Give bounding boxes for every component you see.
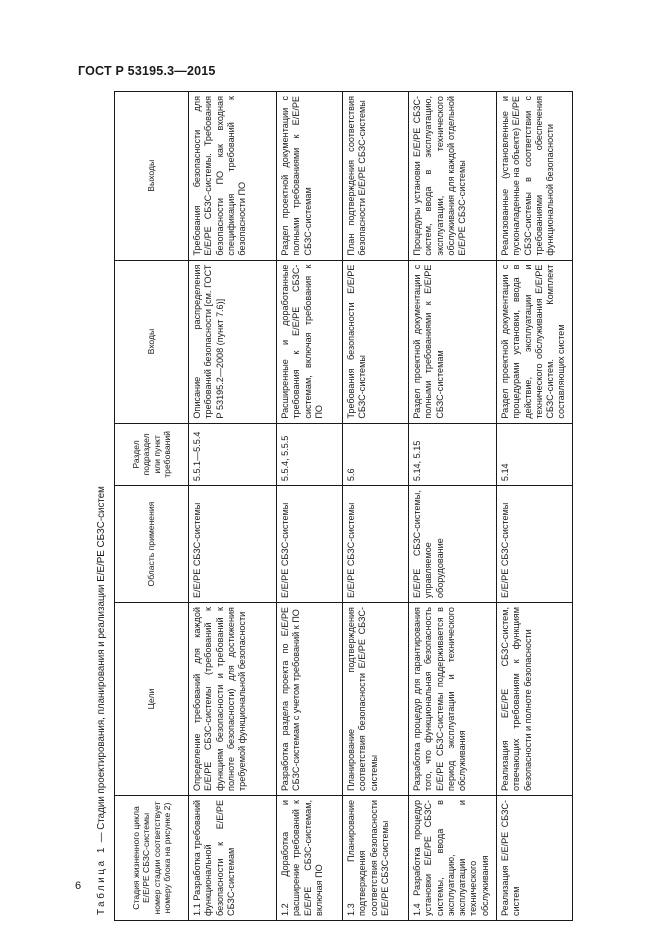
cell-clause: 5.14 [497,423,573,486]
cell-outputs: Раздел проектной документации с полными требованиями к E/E/PE СБЗС-системам [277,92,343,261]
cell-clause: 5.5.4, 5.5.5 [277,423,343,486]
column-header-scope: Область применения [115,486,189,603]
column-header-inputs: Входы [115,260,189,423]
cell-outputs: План подтверждения соответствия безопасности E/E/PE СБЗС-системы [343,92,409,261]
page-number: 6 [75,880,82,892]
cell-stage: 1.2 Доработка и расширение требований к E/E/PE СБЗС-системам, включая ПО [277,795,343,920]
cell-clause: 5.5.1—5.5.4 [189,423,277,486]
cell-clause: 5.14, 5.15 [409,423,497,486]
column-header-outputs: Выходы [115,92,189,261]
cell-stage: 1.3 Планирование подтверждения соответствия безопасности E/E/PE СБЗС-системы [343,795,409,920]
table-caption-text: — Стадии проектирования, планирования и реализации E/E/PE СБЗС-систем [96,486,107,846]
cell-stage: Реализация E/E/PE СБЗС-систем [497,795,573,920]
cell-stage: 1.4 Разработка процедур установки E/E/PE СБЗС-системы, ввода в эксплуатацию, эксплуатации и технического обслуживания [409,795,497,920]
cell-scope: E/E/PE СБЗС-системы [497,486,573,603]
cell-scope: E/E/PE СБЗС-системы [343,486,409,603]
column-header-stage: Стадия жизненного цикла E/E/PE СБЗС-системы номер стадии соответствует номеру блока на рисунке 2) [115,795,189,920]
cell-inputs: Описание распределения требований безопасности [см. ГОСТ Р 53195.2—2008 (пункт 7.6)] [189,260,277,423]
table-row [277,92,343,921]
cell-goals: Реализация E/E/PE СБЗС-систем, отвечающих требованиям к функциям безопасности и полноте безопасности [497,603,573,796]
cell-outputs: Требования безопасности для E/E/PE СБЗС-системы. Требования безопасности ПО как входная спецификация требований к безопасности ПО [189,92,277,261]
cell-scope: E/E/PE СБЗС-системы [189,486,277,603]
table-row [409,92,497,921]
cell-outputs: Реализованные (установленные и пусконаладенные на объекте) E/E/PE СБЗС-системы в соответствии с требованиями обеспечения функциональной безопасности [497,92,573,261]
cell-clause: 5.6 [343,423,409,486]
document-header: ГОСТ Р 53195.3—2015 [78,64,216,78]
cell-goals: Определение требований для каждой E/E/PE СБЗС-системы (требований к функциям безопасности и требований к полноте безопасности) для достижения требуемой функциональной безопасности [189,603,277,796]
cell-stage: 1.1 Разработка требований функциональной безопасности к E/E/PE СБЗС-системам [189,795,277,920]
cell-inputs: Расширенные и доработанные требования к E/E/PE СБЗС-системам, включая требования к ПО [277,260,343,423]
table-caption [94,91,110,921]
cell-inputs: Раздел проектной документации с процедурами установки, ввода в действие, эксплуатации и технического обслуживания E/E/PE СБЗС-систем. Комплект составляющих систем [497,260,573,423]
table-row [189,92,277,921]
cell-outputs: Процедуры установки E/E/PE СБЗС-систем, ввода в эксплуатацию, эксплуатации, технического обслуживания для каждой отдельной E/E/PE СБЗС-системы [409,92,497,261]
cell-inputs: Требования безопасности E/E/PE СБЗС-системы [343,260,409,423]
table-header-row [115,92,189,921]
column-header-goals: Цели [115,603,189,796]
cell-scope: E/E/PE СБЗС-системы, управляемое оборудование [409,486,497,603]
cell-inputs: Раздел проектной документации с полными требованиями к E/E/PE СБЗС-системам [409,260,497,423]
cell-scope: E/E/PE СБЗС-системы [277,486,343,603]
lifecycle-table [114,91,573,921]
table-row [497,92,573,921]
rotated-table-container [94,91,567,921]
column-header-clause: Раздел подраздел или пункт требований [115,423,189,486]
table-row [343,92,409,921]
cell-goals: Разработка процедур для гарантирования того, что функциональная безопасность E/E/PE СБЗС-системы поддерживается в период эксплуатации и технического обслуживания [409,603,497,796]
cell-goals: Разработка раздела проекта по E/E/PE СБЗС-системам с учетом требований к ПО [277,603,343,796]
cell-goals: Планирование подтверждения соответствия безопасности E/E/PE СБЗС-системы [343,603,409,796]
table-caption-label: Таблица 1 [96,845,107,915]
